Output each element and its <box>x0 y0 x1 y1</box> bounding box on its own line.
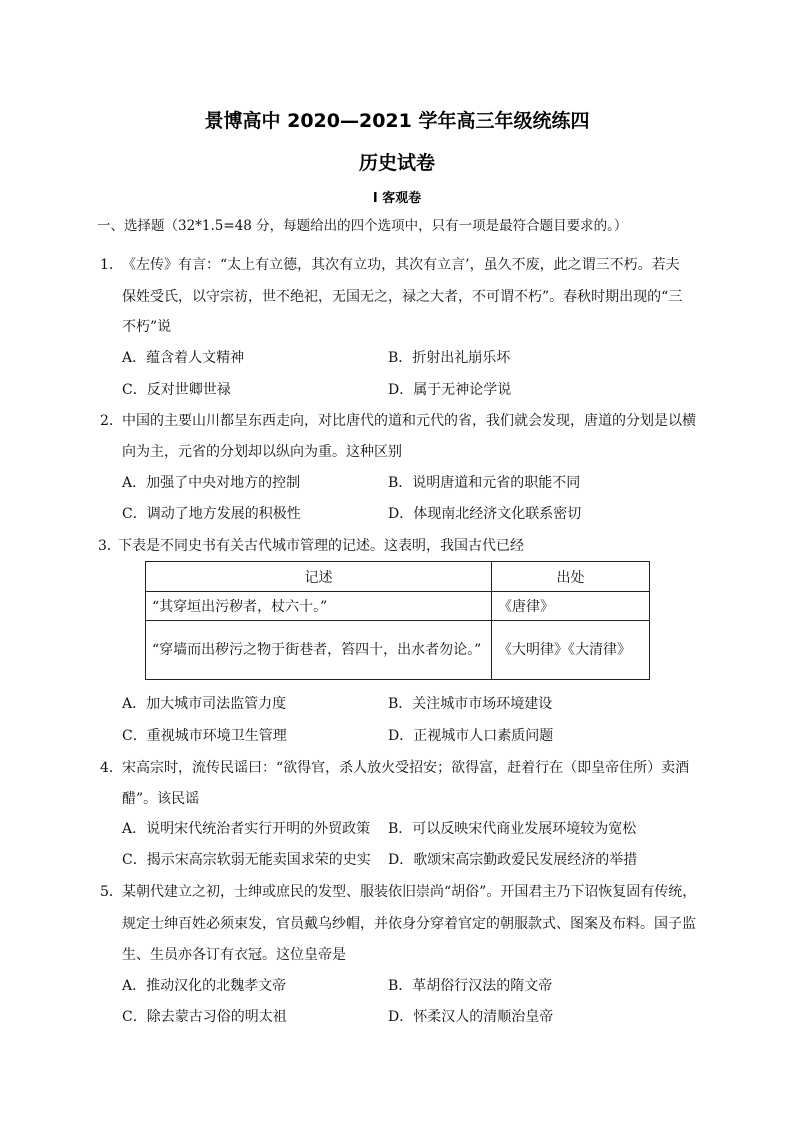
section-instructions: 一、选择题（32*1.5=48 分，每题给出的四个选项中，只有一项是最符合题目要求的。） <box>97 218 628 234</box>
option-d[interactable]: D．属于无神论学说 <box>388 382 512 398</box>
question-stem-line: 某朝代建立之初，士绅或庶民的发型、服装依旧崇尚“胡俗”。开国君主乃下诏恢复固有传统， <box>122 884 697 900</box>
question-stem-line: 中国的主要山川都呈东西走向，对比唐代的道和元代的省，我们就会发现，唐道的分划是以横 <box>122 413 696 429</box>
exam-title: 景博高中 2020—2021 学年高三年级统练四 <box>204 110 590 132</box>
question-stem-line: 保姓受氏，以守宗祊，世不绝祀，无国无之，禄之大者，不可谓不朽”。春秋时期出现的“三 <box>122 289 683 305</box>
source-table <box>145 561 650 680</box>
question-stem-line: 生、生员亦各订有衣冠。这位皇帝是 <box>122 947 346 963</box>
question-number: 3． <box>98 538 121 554</box>
option-a[interactable]: A．蕴含着人文精神 <box>122 350 245 366</box>
option-d[interactable]: D．正视城市人口素质问题 <box>388 728 554 744</box>
question-stem-line: 宋高宗时，流传民谣曰：“欲得官，杀人放火受招安；欲得富，赶着行在（即皇帝住所）卖酒 <box>122 760 690 776</box>
option-d[interactable]: D．体现南北经济文化联系密切 <box>388 506 582 522</box>
question-number: 2． <box>100 413 123 429</box>
table-header-cell: 出处 <box>492 562 650 592</box>
option-d[interactable]: D．歌颂宋高宗勤政爱民发展经济的举措 <box>388 852 638 868</box>
option-b[interactable]: B．说明唐道和元省的职能不同 <box>388 475 581 491</box>
option-c[interactable]: C．除去蒙古习俗的明太祖 <box>122 1009 287 1025</box>
table-cell: “其穿垣出污秽者，杖六十。” <box>146 592 492 621</box>
question-stem-line: 向为主，元省的分划却以纵向为重。这种区别 <box>122 444 402 460</box>
question-stem-line: 下表是不同史书有关古代城市管理的记述。这表明，我国古代已经 <box>118 538 524 554</box>
question-stem-line: 不朽”说 <box>122 319 172 335</box>
option-c[interactable]: C．调动了地方发展的积极性 <box>122 506 301 522</box>
table-cell: “穿墙而出秽污之物于街巷者，笞四十，出水者勿论。” <box>146 621 492 680</box>
question-number: 5． <box>100 884 123 900</box>
option-b[interactable]: B．可以反映宋代商业发展环境较为宽松 <box>388 821 637 837</box>
option-c[interactable]: C．重视城市环境卫生管理 <box>122 728 287 744</box>
table-header-row <box>146 562 650 592</box>
question-stem-line: 醋”。该民谣 <box>122 791 200 807</box>
option-b[interactable]: B．革胡俗行汉法的隋文帝 <box>388 978 553 994</box>
table-cell: 《唐律》 <box>492 592 650 621</box>
option-a[interactable]: A．加强了中央对地方的控制 <box>122 475 301 491</box>
table-row <box>146 621 650 680</box>
table-cell: 《大明律》《大清律》 <box>492 621 650 680</box>
subject-title: 历史试卷 <box>358 152 435 174</box>
option-a[interactable]: A．加大城市司法监管力度 <box>122 696 287 712</box>
option-b[interactable]: B．关注城市市场环境建设 <box>388 696 553 712</box>
option-a[interactable]: A．说明宋代统治者实行开明的外贸政策 <box>122 821 371 837</box>
option-c[interactable]: C．反对世卿世禄 <box>122 382 231 398</box>
section-label: I 客观卷 <box>372 191 422 206</box>
option-c[interactable]: C．揭示宋高宗软弱无能卖国求荣的史实 <box>122 852 371 868</box>
question-number: 1． <box>100 257 123 273</box>
option-b[interactable]: B．折射出礼崩乐坏 <box>388 350 511 366</box>
option-a[interactable]: A．推动汉化的北魏孝文帝 <box>122 978 287 994</box>
question-stem-line: 规定士绅百姓必须束发，官员戴乌纱帽，并依身分穿着官定的朝服款式、图案及布料。国子监 <box>122 916 696 932</box>
question-stem-line: 《左传》有言：“太上有立德，其次有立功，其次有立言’，虽久不废，此之谓三不朽。若夫 <box>122 257 680 273</box>
question-number: 4． <box>100 760 123 776</box>
option-d[interactable]: D．怀柔汉人的清顺治皇帝 <box>388 1009 554 1025</box>
table-row <box>146 592 650 621</box>
table-header-cell: 记述 <box>146 562 492 592</box>
